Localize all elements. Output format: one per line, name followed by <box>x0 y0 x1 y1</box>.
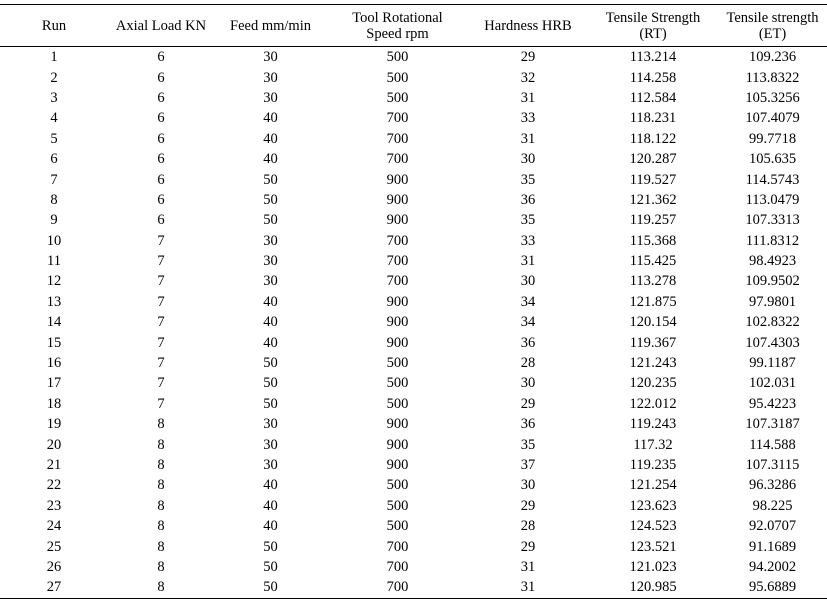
cell-tensile-et: 109.236 <box>748 49 797 66</box>
cell-run: 19 <box>46 416 62 433</box>
cell-axial-load: 6 <box>157 191 165 208</box>
table-row <box>0 536 827 556</box>
cell-hardness: 29 <box>520 497 536 514</box>
cell-run: 7 <box>50 171 58 188</box>
cell-run: 12 <box>46 273 62 290</box>
header-row <box>0 5 827 47</box>
cell-tool-speed: 700 <box>386 579 409 596</box>
cell-feed: 50 <box>263 171 278 188</box>
cell-tensile-rt: 113.278 <box>629 273 677 290</box>
cell-run: 4 <box>50 110 58 127</box>
cell-tensile-et: 95.4223 <box>748 395 797 412</box>
cell-tensile-et: 107.4303 <box>745 334 800 351</box>
cell-hardness: 29 <box>520 395 536 412</box>
cell-tensile-rt: 119.527 <box>629 171 677 188</box>
table-row <box>0 557 827 577</box>
cell-tensile-et: 95.6889 <box>748 579 797 596</box>
cell-hardness: 34 <box>520 314 536 331</box>
cell-feed: 50 <box>263 558 278 575</box>
header-tool-speed: Tool Rotational Speed rpm <box>352 9 443 42</box>
cell-feed: 40 <box>263 497 278 514</box>
cell-tensile-et: 99.7718 <box>748 130 797 147</box>
table-header <box>0 5 827 47</box>
cell-axial-load: 7 <box>157 395 165 412</box>
cell-tool-speed: 700 <box>386 273 409 290</box>
cell-feed: 40 <box>263 518 278 535</box>
header-tensile-rt: Tensile Strength (RT) <box>605 9 701 42</box>
cell-axial-load: 6 <box>157 130 165 147</box>
table-row <box>0 373 827 393</box>
header-tensile-et: Tensile strength (ET) <box>726 9 819 42</box>
cell-tensile-et: 98.4923 <box>748 253 797 270</box>
table-row <box>0 169 827 189</box>
cell-hardness: 36 <box>520 416 536 433</box>
cell-axial-load: 8 <box>157 497 165 514</box>
cell-tool-speed: 900 <box>386 457 409 473</box>
cell-tool-speed: 700 <box>386 253 409 270</box>
cell-run: 23 <box>46 497 62 514</box>
cell-hardness: 30 <box>520 151 536 168</box>
cell-run: 10 <box>46 232 62 249</box>
cell-feed: 30 <box>263 436 278 453</box>
table-row <box>0 434 827 454</box>
cell-hardness: 35 <box>520 212 536 229</box>
cell-tensile-rt: 113.214 <box>629 49 677 66</box>
cell-hardness: 31 <box>520 558 536 575</box>
cell-hardness: 35 <box>520 436 536 453</box>
cell-hardness: 32 <box>520 69 536 86</box>
cell-tensile-et: 102.8322 <box>745 314 800 331</box>
cell-tensile-et: 107.3115 <box>745 457 800 473</box>
cell-axial-load: 7 <box>157 314 165 331</box>
cell-tensile-rt: 120.154 <box>629 314 677 331</box>
table-row <box>0 129 827 149</box>
header-axial-load: Axial Load KN <box>115 17 207 34</box>
cell-run: 5 <box>50 130 58 147</box>
cell-tensile-rt: 121.362 <box>629 191 677 208</box>
cell-tool-speed: 900 <box>386 212 409 229</box>
cell-axial-load: 6 <box>157 151 165 168</box>
cell-tensile-rt: 121.023 <box>629 558 677 575</box>
cell-tool-speed: 500 <box>386 395 409 412</box>
cell-feed: 40 <box>263 130 278 147</box>
cell-axial-load: 8 <box>157 436 165 453</box>
cell-run: 27 <box>46 579 62 596</box>
table-row <box>0 271 827 291</box>
cell-tensile-rt: 119.235 <box>629 457 677 473</box>
cell-hardness: 31 <box>520 89 536 106</box>
cell-run: 11 <box>47 253 61 270</box>
cell-hardness: 33 <box>520 110 536 127</box>
cell-tool-speed: 500 <box>386 518 409 535</box>
cell-tensile-rt: 119.367 <box>629 334 677 351</box>
cell-hardness: 31 <box>520 579 536 596</box>
cell-axial-load: 8 <box>157 558 165 575</box>
table-row <box>0 190 827 210</box>
table-row <box>0 231 827 251</box>
table-row <box>0 292 827 312</box>
cell-run: 9 <box>50 212 58 229</box>
cell-run: 8 <box>50 191 58 208</box>
cell-tool-speed: 900 <box>386 171 409 188</box>
cell-tensile-rt: 118.231 <box>629 110 677 127</box>
table-row <box>0 149 827 169</box>
cell-run: 1 <box>50 49 58 66</box>
cell-tensile-rt: 115.368 <box>629 232 677 249</box>
cell-axial-load: 8 <box>157 457 165 473</box>
cell-hardness: 31 <box>520 253 536 270</box>
cell-axial-load: 7 <box>157 273 165 290</box>
cell-axial-load: 7 <box>157 253 165 270</box>
cell-feed: 50 <box>263 191 278 208</box>
cell-feed: 50 <box>263 375 278 392</box>
cell-feed: 30 <box>263 89 278 106</box>
cell-run: 18 <box>46 395 62 412</box>
cell-tensile-et: 107.3313 <box>745 212 800 229</box>
cell-tensile-rt: 121.254 <box>629 477 677 494</box>
cell-tensile-rt: 121.243 <box>629 355 677 372</box>
cell-tensile-et: 114.5743 <box>745 171 800 188</box>
cell-tensile-rt: 124.523 <box>629 518 677 535</box>
cell-tool-speed: 900 <box>386 436 409 453</box>
cell-feed: 50 <box>263 212 278 229</box>
cell-tensile-rt: 114.258 <box>629 69 677 86</box>
cell-axial-load: 7 <box>157 375 165 392</box>
cell-tensile-et: 111.8312 <box>745 232 800 249</box>
cell-tensile-rt: 112.584 <box>629 89 677 106</box>
cell-run: 17 <box>46 375 62 392</box>
cell-run: 24 <box>46 518 62 535</box>
cell-feed: 40 <box>263 110 278 127</box>
cell-tool-speed: 900 <box>386 191 409 208</box>
cell-feed: 30 <box>263 253 278 270</box>
table-row <box>0 577 827 598</box>
cell-axial-load: 6 <box>157 212 165 229</box>
cell-hardness: 31 <box>520 130 536 147</box>
cell-tool-speed: 900 <box>386 293 409 310</box>
cell-tensile-et: 94.2002 <box>748 558 797 575</box>
table-body <box>0 47 827 599</box>
cell-tensile-et: 113.8322 <box>745 69 800 86</box>
cell-run: 22 <box>46 477 62 494</box>
cell-tensile-rt: 123.521 <box>629 538 677 555</box>
data-table-container <box>0 4 827 599</box>
cell-tensile-et: 114.588 <box>749 436 796 453</box>
cell-hardness: 35 <box>520 171 536 188</box>
cell-tensile-et: 107.3187 <box>745 416 800 433</box>
cell-hardness: 30 <box>520 273 536 290</box>
cell-run: 25 <box>46 538 62 555</box>
cell-run: 20 <box>46 436 62 453</box>
table-row <box>0 394 827 414</box>
cell-tool-speed: 500 <box>386 355 409 372</box>
cell-feed: 50 <box>263 355 278 372</box>
table-row <box>0 210 827 230</box>
cell-axial-load: 6 <box>157 110 165 127</box>
cell-run: 15 <box>46 334 62 351</box>
table-row <box>0 47 827 68</box>
cell-tensile-rt: 123.623 <box>629 497 677 514</box>
cell-tensile-rt: 122.012 <box>629 395 677 412</box>
cell-feed: 40 <box>263 293 278 310</box>
cell-tensile-et: 99.1187 <box>749 355 796 372</box>
cell-axial-load: 8 <box>157 538 165 555</box>
cell-tensile-rt: 121.875 <box>629 293 677 310</box>
cell-hardness: 28 <box>520 355 536 372</box>
cell-tensile-rt: 118.122 <box>629 130 677 147</box>
table-row <box>0 67 827 87</box>
cell-feed: 40 <box>263 314 278 331</box>
cell-hardness: 29 <box>520 538 536 555</box>
table-row <box>0 108 827 128</box>
cell-hardness: 28 <box>520 518 536 535</box>
cell-run: 26 <box>46 558 62 575</box>
cell-axial-load: 6 <box>157 89 165 106</box>
cell-tool-speed: 700 <box>386 538 409 555</box>
cell-axial-load: 8 <box>157 518 165 535</box>
cell-tensile-rt: 120.985 <box>629 579 677 596</box>
cell-tensile-rt: 117.32 <box>633 436 673 453</box>
cell-run: 3 <box>50 89 58 106</box>
table-row <box>0 475 827 495</box>
cell-run: 2 <box>50 69 58 86</box>
cell-hardness: 37 <box>520 457 536 473</box>
cell-tool-speed: 500 <box>386 477 409 494</box>
cell-axial-load: 8 <box>157 579 165 596</box>
cell-hardness: 36 <box>520 191 536 208</box>
cell-axial-load: 8 <box>157 416 165 433</box>
cell-feed: 30 <box>263 416 278 433</box>
cell-tool-speed: 900 <box>386 416 409 433</box>
cell-tool-speed: 700 <box>386 130 409 147</box>
cell-run: 14 <box>46 314 62 331</box>
cell-tensile-rt: 119.243 <box>629 416 677 433</box>
cell-feed: 30 <box>263 457 278 473</box>
cell-feed: 40 <box>263 334 278 351</box>
table-row <box>0 516 827 536</box>
cell-tensile-et: 92.0707 <box>748 518 797 535</box>
table-row <box>0 312 827 332</box>
table-row <box>0 455 827 475</box>
cell-axial-load: 7 <box>157 232 165 249</box>
cell-tensile-et: 96.3286 <box>748 477 797 494</box>
cell-axial-load: 7 <box>157 334 165 351</box>
cell-hardness: 36 <box>520 334 536 351</box>
cell-tensile-rt: 120.235 <box>629 375 677 392</box>
cell-feed: 40 <box>263 477 278 494</box>
header-run: Run <box>41 17 67 34</box>
cell-tensile-et: 105.3256 <box>745 89 800 106</box>
cell-tensile-rt: 115.425 <box>629 253 677 270</box>
cell-hardness: 30 <box>520 375 536 392</box>
cell-axial-load: 8 <box>157 477 165 494</box>
cell-tensile-et: 113.0479 <box>745 191 800 208</box>
cell-hardness: 33 <box>520 232 536 249</box>
cell-feed: 50 <box>263 538 278 555</box>
cell-axial-load: 7 <box>157 293 165 310</box>
cell-tensile-rt: 119.257 <box>629 212 677 229</box>
cell-feed: 50 <box>263 395 278 412</box>
cell-tensile-et: 91.1689 <box>748 538 797 555</box>
cell-tool-speed: 700 <box>386 232 409 249</box>
cell-tensile-et: 97.9801 <box>748 293 797 310</box>
cell-axial-load: 6 <box>157 49 165 66</box>
cell-tool-speed: 900 <box>386 334 409 351</box>
cell-feed: 30 <box>263 232 278 249</box>
cell-hardness: 34 <box>520 293 536 310</box>
cell-tool-speed: 700 <box>386 151 409 168</box>
header-hardness: Hardness HRB <box>484 17 572 34</box>
cell-feed: 30 <box>263 69 278 86</box>
cell-tensile-et: 98.225 <box>752 497 793 514</box>
cell-tool-speed: 500 <box>386 497 409 514</box>
cell-axial-load: 7 <box>157 355 165 372</box>
table-row <box>0 88 827 108</box>
cell-tool-speed: 700 <box>386 558 409 575</box>
cell-tool-speed: 500 <box>386 69 409 86</box>
cell-feed: 30 <box>263 273 278 290</box>
cell-axial-load: 6 <box>157 171 165 188</box>
cell-axial-load: 6 <box>157 69 165 86</box>
cell-tensile-et: 105.635 <box>748 151 797 168</box>
table-row <box>0 332 827 352</box>
cell-tool-speed: 500 <box>386 49 409 66</box>
experiment-results-table <box>0 4 827 599</box>
cell-hardness: 30 <box>520 477 536 494</box>
table-row <box>0 414 827 434</box>
cell-run: 6 <box>50 151 58 168</box>
cell-tool-speed: 700 <box>386 110 409 127</box>
cell-feed: 50 <box>263 579 278 596</box>
cell-run: 21 <box>46 457 62 473</box>
cell-hardness: 29 <box>520 49 536 66</box>
table-row <box>0 251 827 271</box>
cell-tensile-et: 109.9502 <box>745 273 800 290</box>
table-row <box>0 496 827 516</box>
cell-feed: 40 <box>263 151 278 168</box>
cell-run: 16 <box>46 355 62 372</box>
cell-tensile-rt: 120.287 <box>629 151 677 168</box>
cell-tool-speed: 500 <box>386 89 409 106</box>
cell-tensile-et: 102.031 <box>748 375 797 392</box>
cell-tool-speed: 900 <box>386 314 409 331</box>
cell-tensile-et: 107.4079 <box>745 110 800 127</box>
header-feed: Feed mm/min <box>230 17 311 34</box>
cell-tool-speed: 500 <box>386 375 409 392</box>
table-row <box>0 353 827 373</box>
cell-run: 13 <box>46 293 62 310</box>
cell-feed: 30 <box>263 49 278 66</box>
